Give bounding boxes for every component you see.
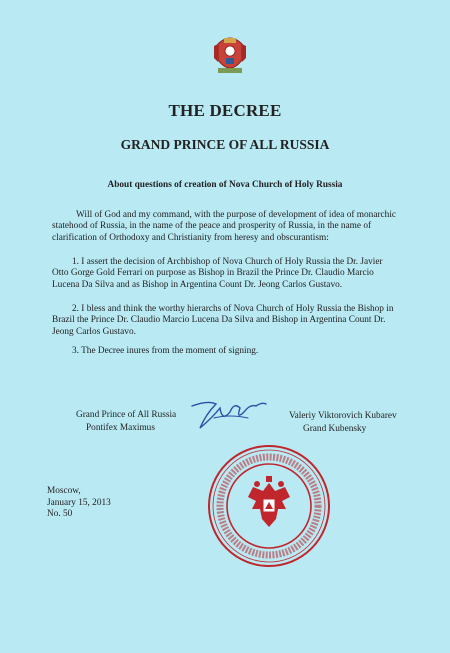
decree-preamble: Will of God and my command, with the purpose of development of idea of monarchic statehood of Russia, in the name of the peace and prosperity of Russia, in the name of clarification of Orthodoxy and Christianity from heresy and obscurantism:	[52, 210, 397, 243]
signatory-right-title: Grand Kubensky	[303, 423, 367, 434]
double-headed-eagle-icon	[206, 443, 332, 569]
signatory-left-title: Grand Prince of All Russia	[76, 410, 177, 420]
date: January 15, 2013	[47, 497, 111, 508]
decree-item-1: 1. I assert the decision of Archbishop of Nova Church of Holy Russia the Dr. Javier Otto Gorge Gold Ferrari on purpose as Bishop in Brazil the Prince Dr. Claudio Marcio Lucena Da Silva and as Bishop in Argentina Count Dr. Jeong Carlos Gustavo.	[52, 257, 383, 290]
decree-item-3: 3. The Decree inures from the moment of signing.	[72, 346, 259, 356]
signatory-right	[289, 410, 397, 435]
coat-of-arms-icon	[212, 34, 248, 76]
signatory-left-subtitle: Pontifex Maximus	[86, 422, 155, 433]
place-and-date	[47, 486, 111, 521]
signatory-left	[76, 409, 176, 434]
decree-about: About questions of creation of Nova Church of Holy Russia	[107, 180, 343, 190]
decree-title: THE DECREE	[168, 101, 282, 120]
place: Moscow,	[47, 486, 81, 496]
decree-number: No. 50	[47, 509, 73, 519]
decree-item-2: 2. I bless and think the worthy hierarchs of Nova Church of Holy Russia the Bishop in Brazil the Prince Dr. Claudio Marcio Lucena Da Silva and Bishop in Argentina Count Dr. Jeong Carlos Gustavo.	[52, 304, 394, 337]
decree-subtitle: GRAND PRINCE OF ALL RUSSIA	[120, 137, 330, 152]
signatory-right-name: Valeriy Viktorovich Kubarev	[289, 411, 397, 421]
handwritten-signature	[186, 398, 270, 434]
